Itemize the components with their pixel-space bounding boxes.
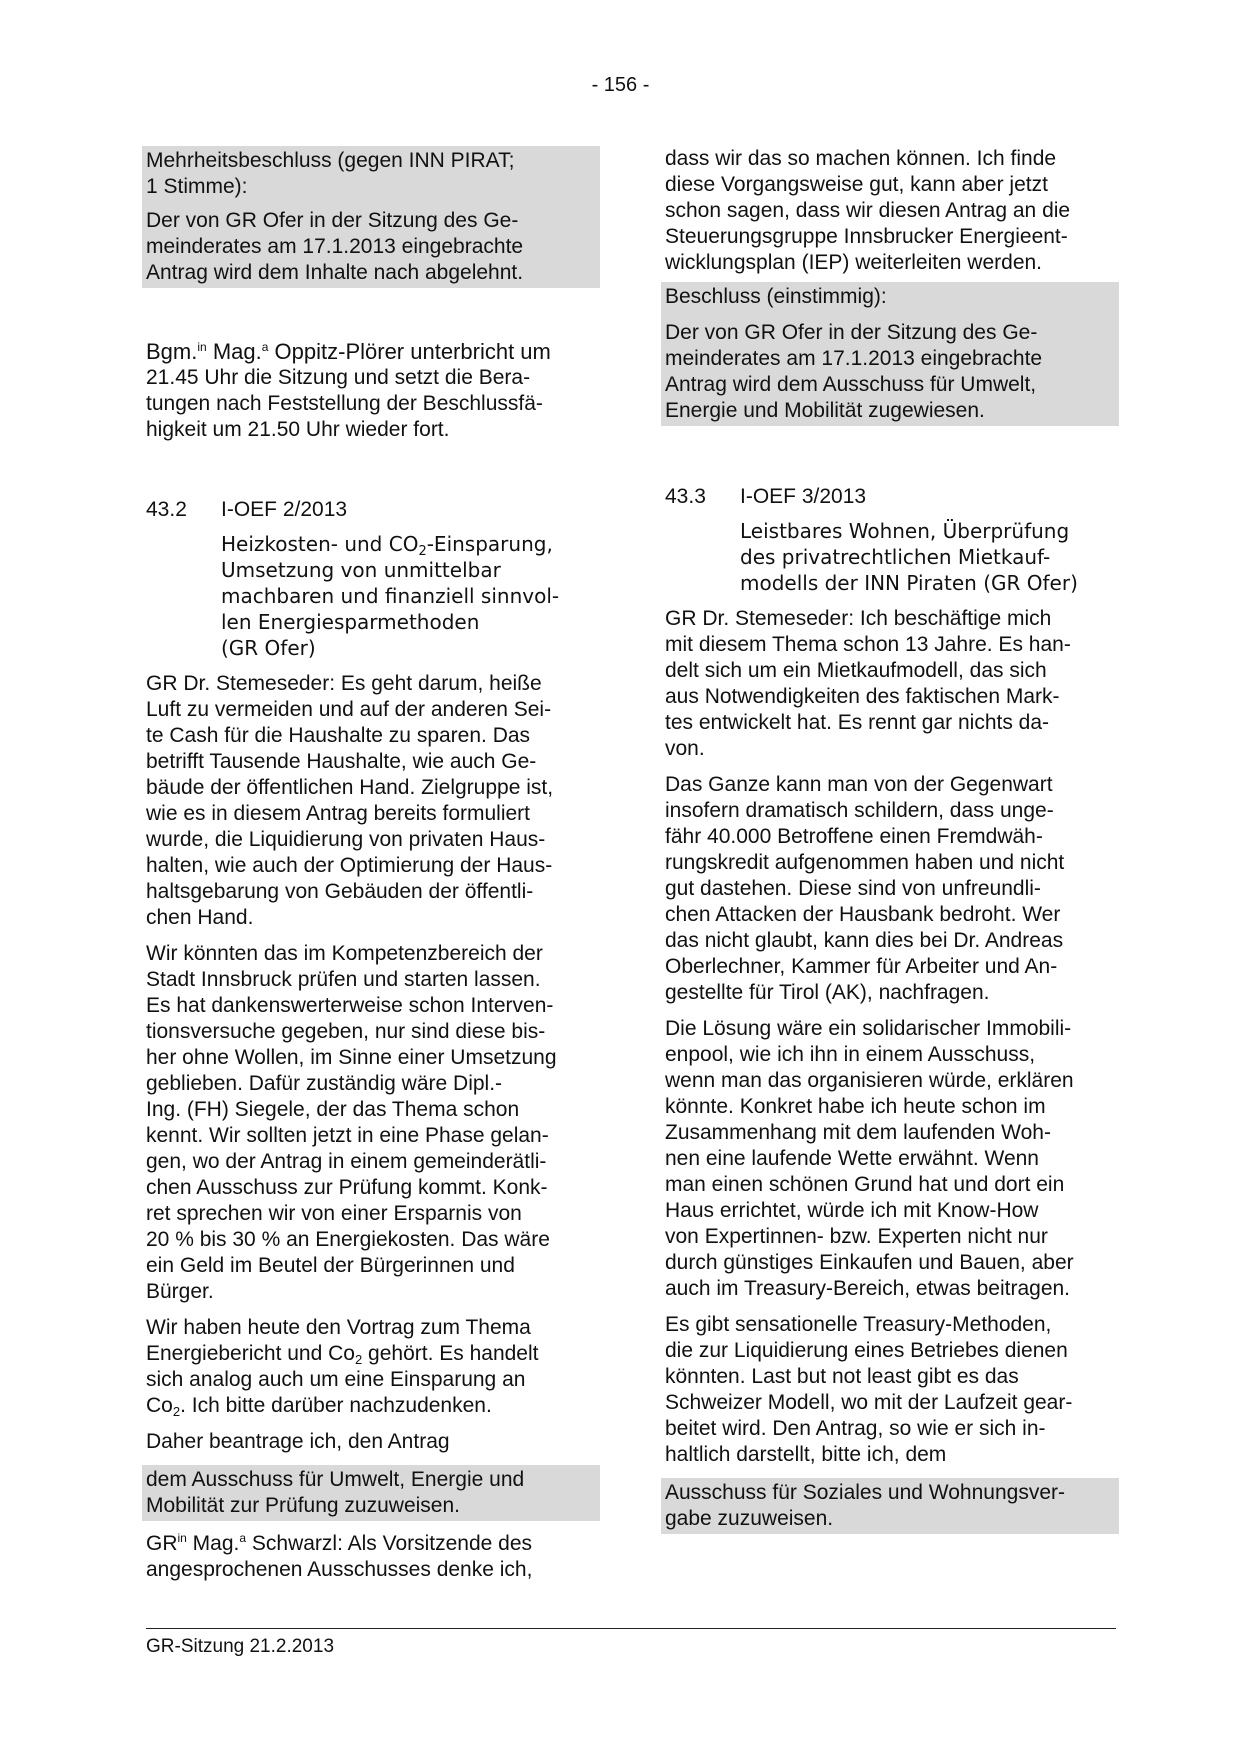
motion-box: dem Ausschuss für Umwelt, Energie und Mobilität zur Prüfung zuzuweisen. bbox=[142, 1465, 600, 1521]
agenda-item-43-3 bbox=[665, 484, 1115, 1534]
interruption-line: 21.45 Uhr die Sitzung und setzt die Bera- bbox=[146, 366, 531, 389]
interruption-line: tungen nach Feststellung der Beschlussfä- bbox=[146, 392, 543, 415]
speech-paragraph: Wir könnten das im Kompetenzbereich der Stadt Innsbruck prüfen und starten lassen. Es hat dankenswerterweise schon Interven- tionsversuche gegeben, nur sind diese bis- her ohne Wollen, im Sinne einer Umsetzung geblieben. Dafür zuständig wäre Dipl.- Ing. (FH) Siegele, der das Thema schon kennt. Wir sollten jetzt in eine Phase gelan- gen, wo der Antrag in einem gemeinderätli- chen Ausschuss zur Prüfung kommt. Konk- ret sprechen wir von einer Ersparnis von 20 % bis 30 % an Energiekosten. Das wäre ein Geld im Beutel der Bürgerinnen und Bürger. bbox=[146, 942, 557, 1303]
speech-paragraph: GR Dr. Stemeseder: Es geht darum, heiße Luft zu vermeiden und auf der anderen Sei- te Cash für die Haushalte zu sparen. Das betrifft Tausende Haushalte, wie auch Ge- bäude der öffentlichen Hand. Zielgruppe ist, wie es in diesem Antrag bereits formuliert wurde, die Liquidierung von privaten Haus- halten, wie auch der Optimierung der Haus- haltsgebarung von Gebäuden der öffentli- chen Hand. bbox=[146, 672, 554, 929]
speech-paragraph: Es gibt sensationelle Treasury-Methoden, die zur Liquidierung eines Betriebes dienen könnten. Last but not least gibt es das Schweizer Modell, wo mit der Laufzeit gear- beitet wird. Den Antrag, so wie er sich in- haltlich darstellt, bitte ich, dem bbox=[665, 1313, 1073, 1466]
item-title: Heizkosten- und $CO_2$-Einsparung, Umsetzung von unmittelbar machbaren und finanziell sinnvol- len Energiesparmethoden (GR Ofer) bbox=[221, 532, 560, 660]
item-code: I-OEF 2/2013 bbox=[221, 498, 348, 521]
interruption-line: Bgm.$^{in}$ Mag.$^a$ Oppitz-Plörer unterbricht um bbox=[146, 339, 551, 364]
motion-intro: Daher beantrage ich, den Antrag bbox=[146, 1430, 450, 1453]
unanimous-decision-box: Beschluss (einstimmig): Der von GR Ofer in der Sitzung des Ge- meinderates am 17.1.2013 eingebrachte Antrag wird dem Ausschuss für Umwelt, Energie und Mobilität zugewiesen. bbox=[661, 282, 1119, 426]
speech-paragraph: Das Ganze kann man von der Gegenwart insofern dramatisch schildern, dass unge- fähr 40.000 Betroffene einen Fremdwäh- rungskredit aufgenommen haben und nicht gut dastehen. Diese sind von unfreundli- chen Attacken der Hausbank bedroht. Wer das nicht glaubt, kann dies bei Dr. Andreas Oberlechner, Kammer für Arbeiter und An- gestellte für Tirol (AK), nachfragen. bbox=[665, 773, 1065, 1004]
left-column bbox=[146, 146, 596, 288]
speech-paragraph: GR Dr. Stemeseder: Ich beschäftige mich mit diesem Thema schon 13 Jahre. Es han- delt sich um ein Mietkaufmodell, das sich aus Notwendigkeiten des faktischen Mark- tes entwickelt hat. Es rennt gar nichts da- von. bbox=[665, 607, 1071, 760]
continuation-paragraph: dass wir das so machen können. Ich finde diese Vorgangsweise gut, kann aber jetzt schon sagen, dass wir diesen Antrag an die Steuerungsgruppe Innsbrucker Energieent- wicklungsplan (IEP) weiterleiten werden. bbox=[665, 147, 1071, 274]
item-number: 43.3 bbox=[665, 485, 706, 508]
decision-text-line: meinderates am 17.1.2013 eingebrachte bbox=[146, 235, 524, 258]
speech-paragraph: Die Lösung wäre ein solidarischer Immobili- enpool, wie ich ihn in einem Ausschuss, wenn man das organisieren würde, erklären könnte. Konkret habe ich heute schon im Zusammenhang mit dem laufenden Woh- nen eine laufende Wette erwähnt. Wenn man einen schönen Grund hat und dort ein Haus errichtet, würde ich mit Know-How von Expertinnen- bzw. Experten nicht nur durch günstiges Einkaufen und Bauen, aber auch im Treasury-Bereich, etwas beitragen. bbox=[665, 1017, 1074, 1300]
decision-text-line: Antrag wird dem Inhalte nach abgelehnt. bbox=[146, 261, 524, 284]
speech-paragraph: Wir haben heute den Vortrag zum Thema Energiebericht und $Co_2$ gehört. Es handelt sich analog auch um eine Einsparung an $Co_2$. Ich bitte darüber nachzudenken. bbox=[146, 1316, 539, 1419]
decision-label: Beschluss (einstimmig): bbox=[665, 285, 887, 308]
speech-paragraph: $GR^{in}$ Mag.$^a$ Schwarzl: Als Vorsitzende des angesprochenen Ausschusses denke ich, bbox=[146, 1531, 533, 1581]
interruption-paragraph bbox=[146, 339, 596, 443]
item-code: I-OEF 3/2013 bbox=[740, 485, 867, 508]
majority-decision-box bbox=[142, 146, 600, 288]
decision-text-line: Der von GR Ofer in der Sitzung des Ge- bbox=[146, 209, 519, 232]
item-title: Leistbares Wohnen, Überprüfung des privatrechtlichen Mietkauf- modells der INN Piraten (GR Ofer) bbox=[740, 519, 1078, 595]
item-number: 43.2 bbox=[146, 498, 187, 521]
footer-divider bbox=[146, 1628, 1116, 1629]
motion-box: Ausschuss für Soziales und Wohnungsver- gabe zuzuweisen. bbox=[661, 1478, 1119, 1534]
agenda-item-43-2 bbox=[146, 497, 596, 1583]
footer-session-date: GR-Sitzung 21.2.2013 bbox=[146, 1636, 335, 1657]
decision-label-line: Mehrheitsbeschluss (gegen INN PIRAT; bbox=[146, 149, 515, 172]
right-column bbox=[665, 146, 1115, 426]
decision-label-line: 1 Stimme): bbox=[146, 175, 248, 198]
page-number: - 156 - bbox=[591, 74, 650, 96]
interruption-line: higkeit um 21.50 Uhr wieder fort. bbox=[146, 418, 450, 441]
